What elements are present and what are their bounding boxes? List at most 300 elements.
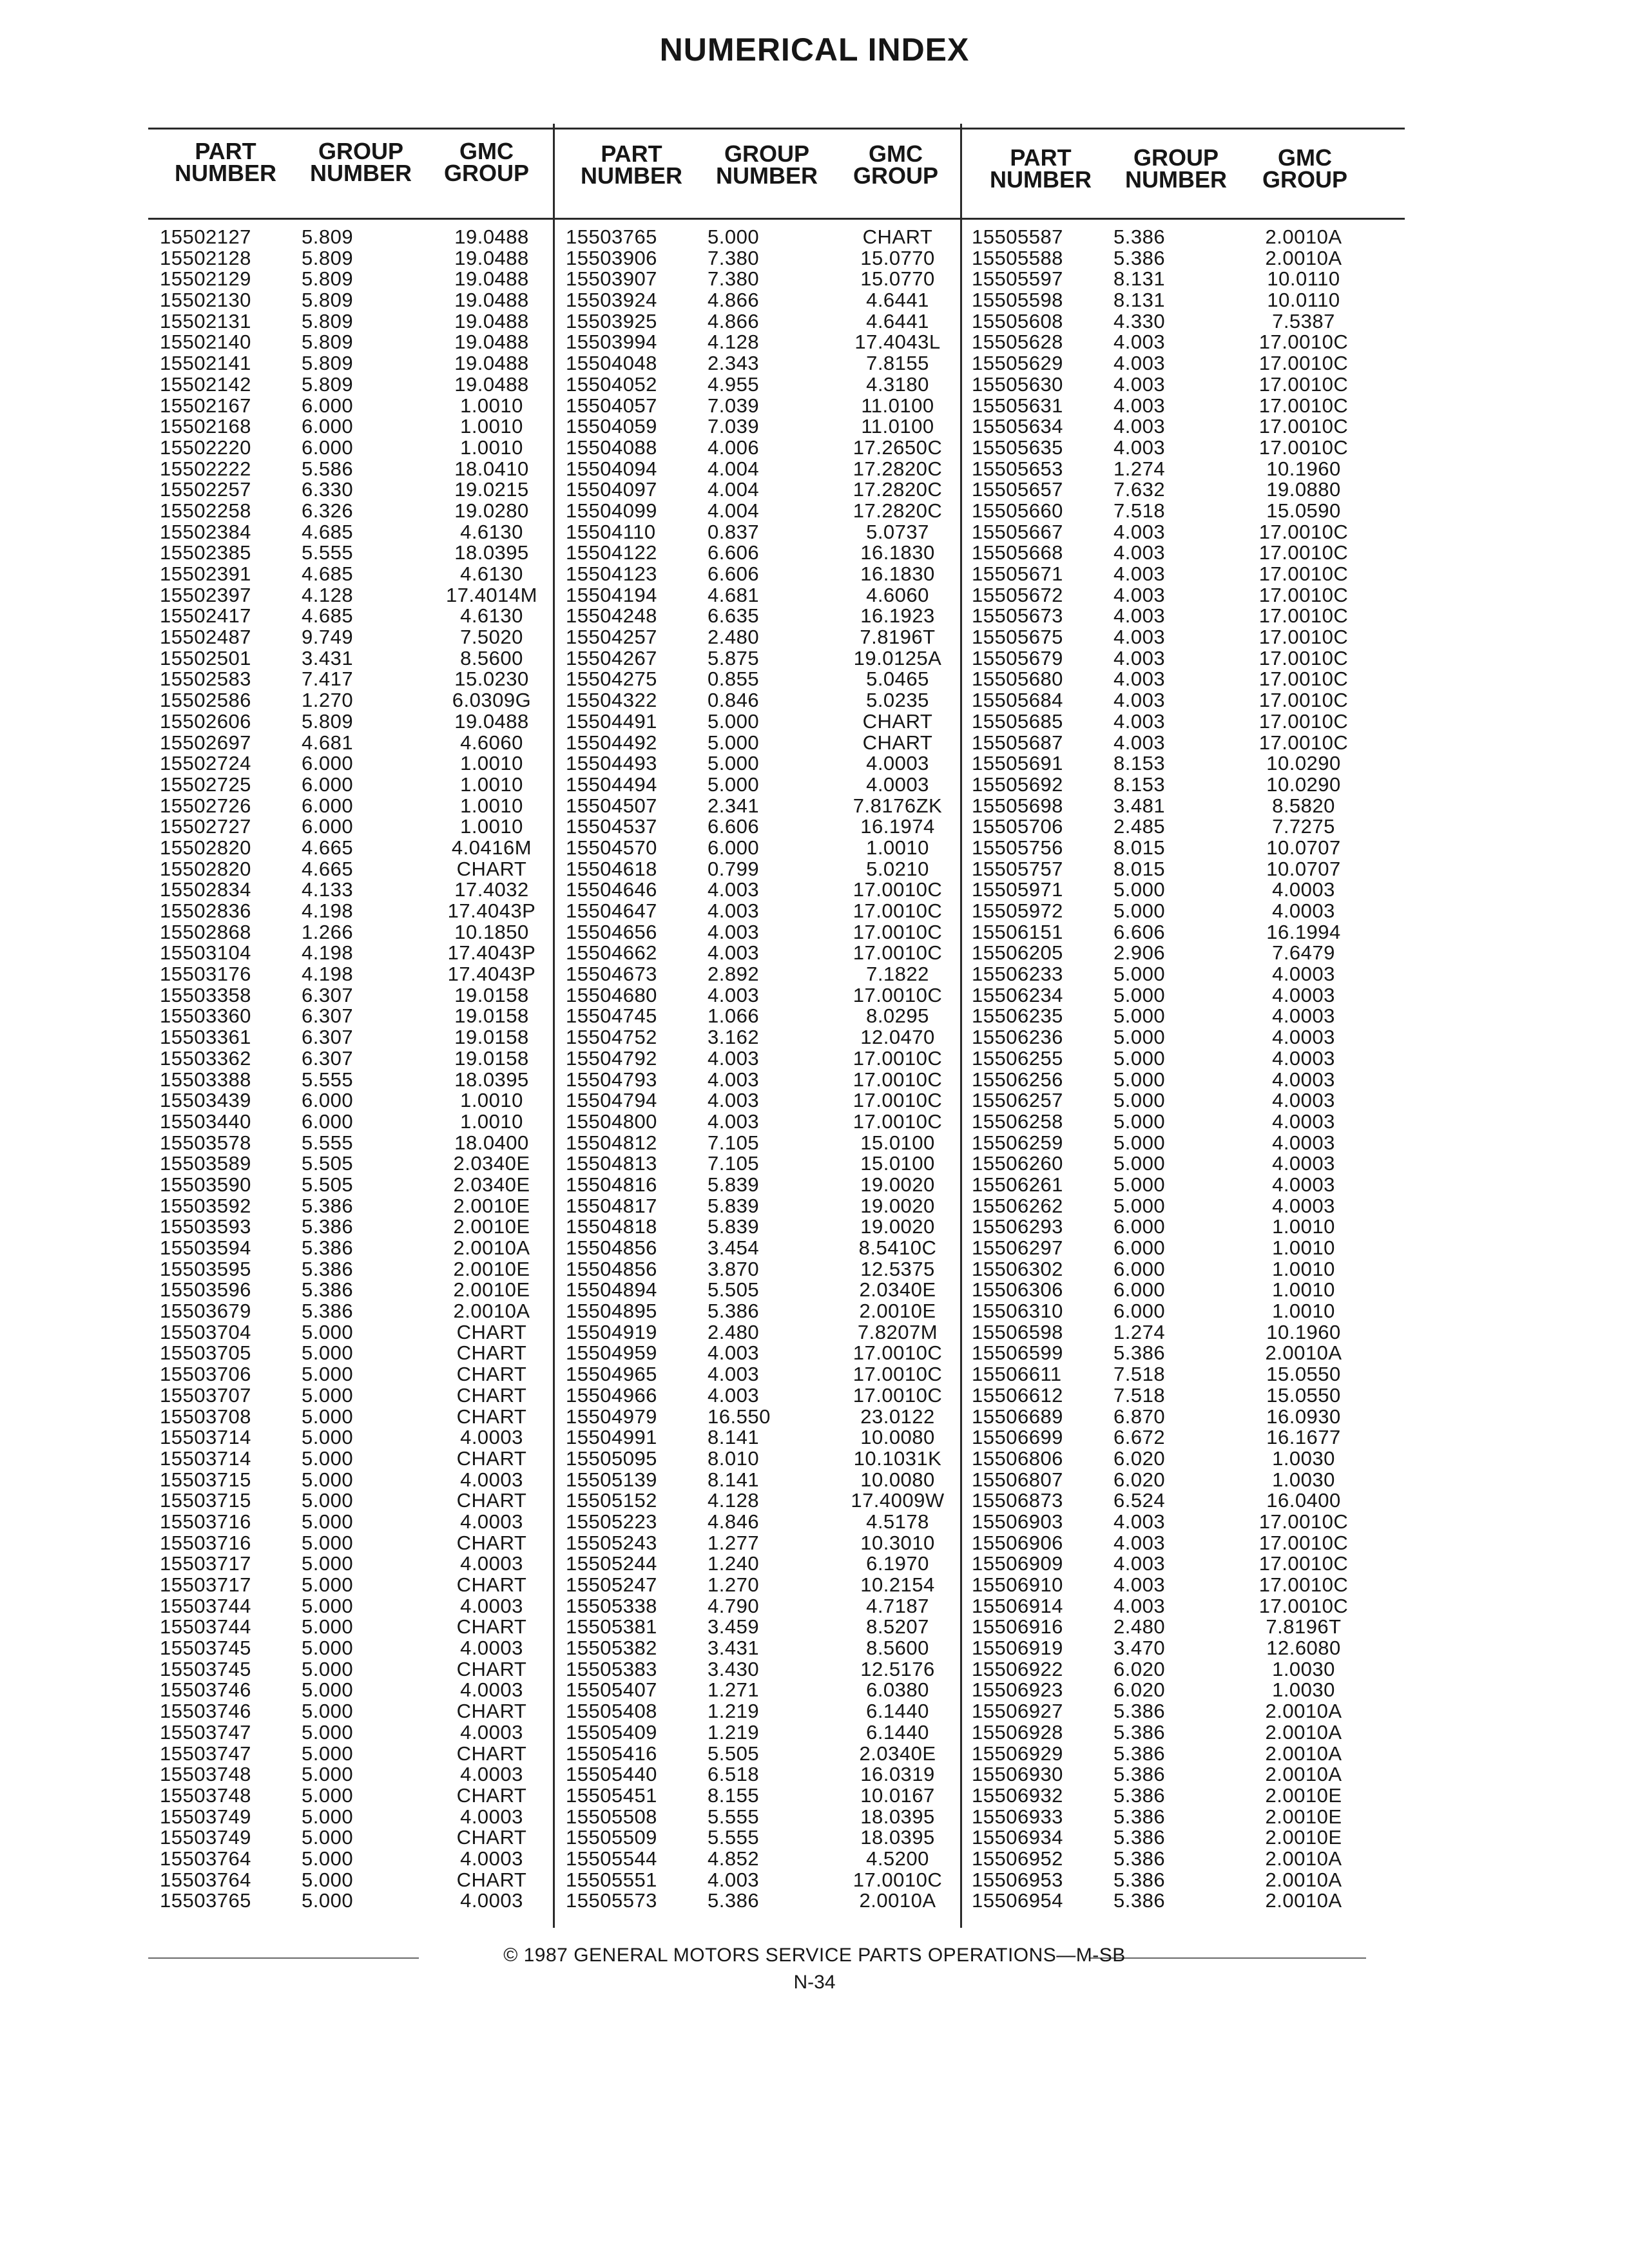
- group-number: 5.000: [302, 1657, 354, 1680]
- part-number: 15506928: [972, 1720, 1063, 1744]
- group-number: 5.555: [302, 1131, 354, 1154]
- group-number: 4.003: [708, 878, 760, 901]
- gmc-group: 4.0416M: [451, 836, 532, 859]
- part-number: 15505685: [972, 709, 1063, 733]
- index-row: [160, 1175, 559, 1196]
- gmc-group: 2.0010A: [453, 1300, 530, 1323]
- part-number: 15503358: [160, 983, 251, 1006]
- group-number: 4.003: [1113, 1573, 1166, 1596]
- group-number: 2.480: [1113, 1615, 1166, 1639]
- part-number: 15506235: [972, 1004, 1063, 1028]
- index-row: [160, 774, 559, 796]
- index-row: [972, 1280, 1371, 1301]
- group-number: 5.000: [708, 752, 760, 775]
- group-number: 5.809: [302, 246, 354, 269]
- index-row: [160, 1785, 559, 1807]
- part-number: 15502820: [160, 857, 251, 880]
- gmc-group: 19.0488: [454, 226, 529, 248]
- gmc-group: 18.0410: [454, 457, 529, 480]
- part-number: 15505687: [972, 731, 1063, 754]
- part-number: 15504493: [566, 752, 657, 775]
- index-row: [160, 1216, 559, 1238]
- part-number: 15504057: [566, 394, 657, 417]
- header-rule: [148, 218, 1405, 220]
- gmc-group: 12.5176: [860, 1657, 935, 1680]
- part-number: 15503744: [160, 1615, 251, 1639]
- gmc-group: 10.0080: [860, 1426, 935, 1449]
- gmc-group: 12.5375: [860, 1257, 935, 1280]
- index-row: [160, 606, 559, 627]
- index-row: [566, 459, 965, 480]
- gmc-group: 19.0020: [860, 1194, 935, 1217]
- group-number: 6.000: [302, 815, 354, 838]
- index-row: [160, 248, 559, 269]
- group-number: 6.000: [302, 1110, 354, 1133]
- index-row: [566, 1785, 965, 1807]
- gmc-group: 4.0003: [460, 1468, 523, 1491]
- header-label: NUMBER: [175, 160, 276, 186]
- group-number: 5.386: [1113, 246, 1166, 269]
- part-number: 15506909: [972, 1552, 1063, 1575]
- index-row: [566, 501, 965, 522]
- index-row: [566, 733, 965, 754]
- index-row: [566, 606, 965, 627]
- group-number: 5.386: [708, 1889, 760, 1912]
- index-row: [566, 627, 965, 648]
- index-row: [566, 1385, 965, 1407]
- index-row: [972, 922, 1371, 943]
- gmc-group: CHART: [456, 1320, 527, 1343]
- gmc-group: CHART: [456, 1531, 527, 1554]
- group-number: 5.000: [1113, 1194, 1166, 1217]
- index-row: [972, 1407, 1371, 1428]
- gmc-group: 17.0010C: [853, 1110, 943, 1133]
- group-number: 5.000: [302, 1363, 354, 1386]
- group-number: 5.809: [302, 352, 354, 375]
- index-row: [160, 1701, 559, 1722]
- index-row: [566, 1322, 965, 1343]
- index-row: [566, 1027, 965, 1048]
- group-number: 7.039: [708, 394, 760, 417]
- part-number: 15506612: [972, 1383, 1063, 1407]
- index-row: [972, 627, 1371, 648]
- part-number: 15505338: [566, 1594, 657, 1617]
- part-number: 15505382: [566, 1637, 657, 1660]
- gmc-group: 4.0003: [1272, 1173, 1335, 1196]
- group-number: 5.000: [1113, 1026, 1166, 1049]
- part-number: 15503764: [160, 1868, 251, 1891]
- gmc-group: 17.0010C: [1258, 1573, 1349, 1596]
- group-number: 6.020: [1113, 1446, 1166, 1470]
- part-number: 15503592: [160, 1194, 251, 1217]
- part-number: 15504856: [566, 1236, 657, 1259]
- index-row: [972, 269, 1371, 290]
- gmc-group: 15.0590: [1266, 499, 1341, 522]
- part-number: 15506297: [972, 1236, 1063, 1259]
- gmc-group: 1.0030: [1272, 1446, 1335, 1470]
- part-number: 15506236: [972, 1026, 1063, 1049]
- gmc-group: 17.0010C: [1258, 436, 1349, 459]
- group-number: 4.003: [1113, 372, 1166, 396]
- part-number: 15504570: [566, 836, 657, 859]
- group-number: 3.431: [302, 646, 354, 669]
- group-number: 5.386: [1113, 1805, 1166, 1828]
- index-row: [566, 227, 965, 248]
- gmc-group: 19.0280: [454, 499, 529, 522]
- group-number: 5.000: [302, 1805, 354, 1828]
- group-number: 6.000: [708, 836, 760, 859]
- gmc-group: 17.4014M: [446, 583, 537, 606]
- gmc-group: 17.0010C: [1258, 394, 1349, 417]
- index-row: [972, 796, 1371, 817]
- group-number: 4.003: [708, 1383, 760, 1407]
- index-row: [972, 1048, 1371, 1070]
- index-row: [160, 879, 559, 901]
- index-row: [566, 901, 965, 922]
- index-row: [160, 922, 559, 943]
- group-number: 8.155: [708, 1783, 760, 1807]
- part-number: 15505551: [566, 1868, 657, 1891]
- gmc-group: 4.0003: [460, 1678, 523, 1702]
- group-number: 6.000: [302, 752, 354, 775]
- header-label: GROUP: [853, 162, 938, 189]
- gmc-group: 4.0003: [460, 1594, 523, 1617]
- part-number: 15502222: [160, 457, 251, 480]
- index-row: [566, 1070, 965, 1091]
- group-number: 3.430: [708, 1657, 760, 1680]
- part-number: 15502140: [160, 331, 251, 354]
- part-number: 15504647: [566, 899, 657, 922]
- part-number: 15505684: [972, 689, 1063, 712]
- part-number: 15506954: [972, 1889, 1063, 1912]
- gmc-group: 4.0003: [460, 1637, 523, 1660]
- part-number: 15506611: [972, 1363, 1062, 1386]
- index-row: [566, 1533, 965, 1554]
- index-row: [972, 1448, 1371, 1470]
- index-row: [160, 1659, 559, 1680]
- gmc-group: 17.0010C: [1258, 626, 1349, 649]
- index-row: [566, 1764, 965, 1785]
- group-number: 5.875: [708, 646, 760, 669]
- part-number: 15506598: [972, 1320, 1063, 1343]
- part-number: 15503765: [160, 1889, 251, 1912]
- part-number: 15504491: [566, 709, 657, 733]
- gmc-group: 5.0235: [866, 689, 929, 712]
- group-number: 3.162: [708, 1026, 760, 1049]
- index-row: [160, 311, 559, 332]
- gmc-group: 2.0010E: [859, 1300, 936, 1323]
- part-number: 15502417: [160, 604, 251, 628]
- part-number: 15505628: [972, 331, 1063, 354]
- index-row: [160, 1744, 559, 1765]
- part-number: 15503593: [160, 1215, 251, 1238]
- index-row: [972, 585, 1371, 606]
- group-number: 4.003: [1113, 520, 1166, 543]
- group-number: 8.015: [1113, 836, 1166, 859]
- group-number: 4.003: [1113, 1552, 1166, 1575]
- gmc-group: 17.0010C: [1258, 352, 1349, 375]
- group-number: 4.003: [1113, 331, 1166, 354]
- index-row: [566, 1512, 965, 1533]
- part-number: 15505587: [972, 226, 1063, 248]
- part-number: 15506919: [972, 1637, 1063, 1660]
- group-number: 4.003: [708, 941, 760, 965]
- gmc-group: 16.1923: [860, 604, 935, 628]
- gmc-group: 10.0110: [1267, 267, 1340, 291]
- part-number: 15502724: [160, 752, 251, 775]
- group-number: 4.003: [708, 1868, 760, 1891]
- index-row: [972, 290, 1371, 311]
- part-number: 15503594: [160, 1236, 251, 1259]
- gmc-group: 17.0010C: [853, 1363, 943, 1386]
- gmc-group: 1.0010: [460, 1089, 523, 1112]
- index-row: [972, 838, 1371, 859]
- part-number: 15505634: [972, 415, 1063, 438]
- index-row: [972, 1301, 1371, 1322]
- group-number: 4.003: [1113, 731, 1166, 754]
- gmc-group: 7.8196T: [1266, 1615, 1342, 1639]
- part-number: 15504793: [566, 1068, 657, 1091]
- index-row: [160, 816, 559, 838]
- part-number: 15503744: [160, 1594, 251, 1617]
- part-number: 15504894: [566, 1278, 657, 1302]
- index-row: [160, 501, 559, 522]
- index-row: [566, 248, 965, 269]
- index-row: [566, 1364, 965, 1385]
- gmc-group: CHART: [456, 1383, 527, 1407]
- index-row: [160, 1027, 559, 1048]
- part-number: 15505608: [972, 309, 1063, 332]
- gmc-group: 10.0707: [1266, 857, 1341, 880]
- gmc-group: CHART: [456, 1868, 527, 1891]
- gmc-group: 10.0080: [860, 1468, 935, 1491]
- group-number: 6.000: [302, 415, 354, 438]
- index-row: [160, 1512, 559, 1533]
- group-number: 5.000: [302, 1510, 354, 1533]
- index-row: [566, 774, 965, 796]
- group-number: 5.809: [302, 226, 354, 248]
- index-row: [566, 1638, 965, 1659]
- group-number: 3.470: [1113, 1637, 1166, 1660]
- group-number: 5.839: [708, 1173, 760, 1196]
- gmc-group: CHART: [456, 1783, 527, 1807]
- group-number: 5.000: [1113, 878, 1166, 901]
- gmc-group: 7.5387: [1272, 309, 1335, 332]
- gmc-group: 7.8176ZK: [853, 794, 943, 817]
- header-gmc-group: [831, 140, 960, 189]
- index-row: [160, 479, 559, 501]
- part-number: 15505407: [566, 1678, 657, 1702]
- group-number: 5.386: [1113, 1720, 1166, 1744]
- part-number: 15506929: [972, 1742, 1063, 1765]
- index-row: [160, 1133, 559, 1154]
- gmc-group: 8.0295: [866, 1004, 929, 1028]
- index-row: [972, 1322, 1371, 1343]
- group-number: 5.000: [1113, 1068, 1166, 1091]
- group-number: 4.003: [1113, 415, 1166, 438]
- part-number: 15506953: [972, 1868, 1063, 1891]
- part-number: 15505597: [972, 267, 1063, 291]
- gmc-group: 11.0100: [861, 415, 934, 438]
- gmc-group: 7.6479: [1272, 941, 1335, 965]
- group-number: 6.635: [708, 604, 760, 628]
- group-number: 5.386: [302, 1236, 354, 1259]
- part-number: 15505692: [972, 773, 1063, 796]
- index-row: [972, 1596, 1371, 1617]
- group-number: 0.855: [708, 668, 760, 691]
- part-number: 15503708: [160, 1405, 251, 1428]
- part-number: 15503745: [160, 1657, 251, 1680]
- group-number: 6.000: [302, 794, 354, 817]
- group-number: 4.790: [708, 1594, 760, 1617]
- group-number: 7.105: [708, 1131, 760, 1154]
- part-number: 15506293: [972, 1215, 1063, 1238]
- gmc-group: CHART: [456, 857, 527, 880]
- gmc-group: 15.0770: [860, 246, 935, 269]
- part-number: 15505247: [566, 1573, 657, 1596]
- index-row: [160, 1280, 559, 1301]
- index-row: [566, 1596, 965, 1617]
- group-number: 7.417: [302, 668, 354, 691]
- gmc-group: 2.0010E: [453, 1215, 530, 1238]
- group-number: 7.518: [1113, 499, 1166, 522]
- gmc-group: 2.0340E: [859, 1742, 936, 1765]
- part-number: 15505381: [566, 1615, 657, 1639]
- part-number: 15504745: [566, 1004, 657, 1028]
- header-label: NUMBER: [1125, 166, 1227, 193]
- group-number: 4.198: [302, 941, 354, 965]
- group-number: 1.270: [302, 689, 354, 712]
- index-row: [160, 690, 559, 711]
- part-number: 15505629: [972, 352, 1063, 375]
- part-number: 15505451: [566, 1783, 657, 1807]
- index-row: [160, 859, 559, 880]
- part-number: 15504656: [566, 920, 657, 943]
- part-number: 15506255: [972, 1046, 1063, 1070]
- part-number: 15503747: [160, 1720, 251, 1744]
- part-number: 15503590: [160, 1173, 251, 1196]
- part-number: 15504275: [566, 668, 657, 691]
- part-number: 15505509: [566, 1826, 657, 1849]
- part-number: 15505508: [566, 1805, 657, 1828]
- group-number: 2.480: [708, 1320, 760, 1343]
- gmc-group: 6.1440: [866, 1720, 929, 1744]
- part-number: 15505673: [972, 604, 1063, 628]
- group-number: 1.277: [708, 1531, 760, 1554]
- part-number: 15504494: [566, 773, 657, 796]
- part-number: 15504097: [566, 478, 657, 501]
- part-number: 15503714: [160, 1426, 251, 1449]
- gmc-group: 17.2820C: [853, 478, 943, 501]
- index-row: [160, 1364, 559, 1385]
- part-number: 15502127: [160, 226, 251, 248]
- index-row: [566, 543, 965, 564]
- gmc-group: 16.0930: [1266, 1405, 1341, 1428]
- gmc-group: CHART: [456, 1742, 527, 1765]
- index-row: [160, 1553, 559, 1575]
- gmc-group: 17.0010C: [853, 920, 943, 943]
- part-number: 15505416: [566, 1742, 657, 1765]
- index-row: [972, 1701, 1371, 1722]
- part-number: 15503925: [566, 309, 657, 332]
- part-number: 15503596: [160, 1278, 251, 1302]
- part-number: 15506932: [972, 1783, 1063, 1807]
- part-number: 15503994: [566, 331, 657, 354]
- group-number: 6.000: [302, 1089, 354, 1112]
- gmc-group: 17.0010C: [1258, 1552, 1349, 1575]
- part-number: 15504966: [566, 1383, 657, 1407]
- group-number: 5.000: [302, 1594, 354, 1617]
- part-number: 15506916: [972, 1615, 1063, 1639]
- gmc-group: 2.0010A: [1265, 1868, 1342, 1891]
- part-number: 15503679: [160, 1300, 251, 1323]
- group-number: 8.010: [708, 1446, 760, 1470]
- group-number: 5.386: [302, 1194, 354, 1217]
- gmc-group: 19.0020: [860, 1173, 935, 1196]
- gmc-group: 8.5410C: [858, 1236, 937, 1259]
- part-number: 15506256: [972, 1068, 1063, 1091]
- part-number: 15505408: [566, 1700, 657, 1723]
- group-number: 8.131: [1113, 289, 1166, 312]
- index-row: [160, 627, 559, 648]
- group-number: 4.003: [1113, 709, 1166, 733]
- index-row: [566, 1575, 965, 1596]
- part-number: 15504794: [566, 1089, 657, 1112]
- part-number: 15504919: [566, 1320, 657, 1343]
- part-number: 15502727: [160, 815, 251, 838]
- index-row: [566, 353, 965, 374]
- gmc-group: 10.0167: [860, 1783, 935, 1807]
- part-number: 15503362: [160, 1046, 251, 1070]
- index-row: [566, 332, 965, 353]
- gmc-group: 19.0020: [860, 1215, 935, 1238]
- gmc-group: 2.0010A: [1265, 1742, 1342, 1765]
- index-row: [160, 1533, 559, 1554]
- index-column-3: [972, 227, 1371, 1912]
- part-number: 15503749: [160, 1826, 251, 1849]
- header-label: GMC: [459, 138, 514, 164]
- part-number: 15503746: [160, 1678, 251, 1702]
- gmc-group: 17.0010C: [853, 1341, 943, 1365]
- gmc-group: 7.8207M: [857, 1320, 938, 1343]
- part-number: 15505244: [566, 1552, 657, 1575]
- gmc-group: 4.0003: [1272, 899, 1335, 922]
- index-row: [160, 838, 559, 859]
- part-number: 15503440: [160, 1110, 251, 1133]
- group-number: 4.003: [708, 920, 760, 943]
- gmc-group: 2.0010A: [1265, 246, 1342, 269]
- index-row: [972, 1238, 1371, 1259]
- header-part-number: [561, 140, 702, 189]
- index-row: [566, 1111, 965, 1133]
- index-row: [566, 1890, 965, 1912]
- gmc-group: 4.0003: [1272, 1026, 1335, 1049]
- index-row: [972, 479, 1371, 501]
- part-number: 15504792: [566, 1046, 657, 1070]
- group-number: 5.000: [302, 1868, 354, 1891]
- index-row: [972, 1364, 1371, 1385]
- part-number: 15503717: [160, 1552, 251, 1575]
- gmc-group: 4.0003: [1272, 878, 1335, 901]
- gmc-group: 4.0003: [1272, 1089, 1335, 1112]
- index-row: [160, 1722, 559, 1744]
- group-number: 0.799: [708, 857, 760, 880]
- gmc-group: 17.0010C: [853, 1383, 943, 1407]
- index-row: [972, 753, 1371, 774]
- gmc-group: 15.0100: [860, 1152, 935, 1175]
- index-row: [972, 1744, 1371, 1765]
- gmc-group: 4.6441: [866, 289, 929, 312]
